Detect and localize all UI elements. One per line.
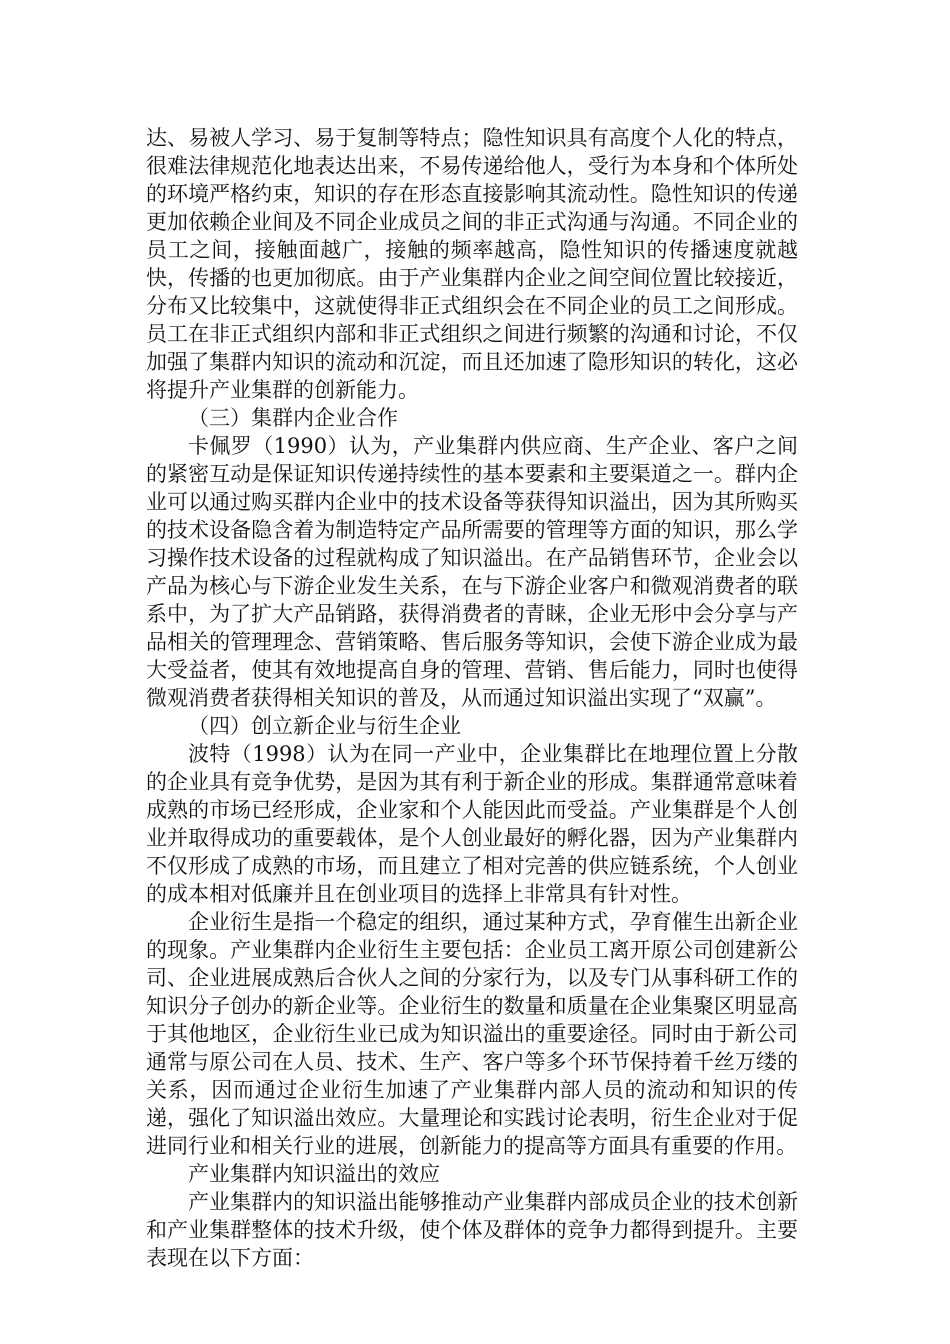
paragraph-porter: 波特（1998）认为在同一产业中，企业集群比在地理位置上分散的企业具有竞争优势，是因为其有利于新企业的形成。集群通常意味着成熟的市场已经形成，企业家和个人能因此而受益。产业集群是个人创业并取得成功的重要载体，是个人创业最好的孵化器，因为产业集群内不仅形成了成熟的市场，而且建立了相对完善的供应链系统，个人创业的成本相对低廉并且在创业项目的选择上非常具有针对性。 [146,742,798,906]
paragraph-effects: 产业集群内的知识溢出能够推动产业集群内部成员企业的技术创新和产业集群整体的技术升级，使个体及群体的竞争力都得到提升。主要表现在以下方面： [146,1190,798,1270]
section-heading-new-enterprises: （四）创立新企业与衍生企业 [188,714,461,738]
section-heading-cooperation: （三）集群内企业合作 [188,406,398,430]
section-heading-effects: 产业集群内知识溢出的效应 [188,1162,440,1186]
paragraph-cooperation: 卡佩罗（1990）认为，产业集群内供应商、生产企业、客户之间的紧密互动是保证知识传递持续性的基本要素和主要渠道之一。群内企业可以通过购买群内企业中的技术设备等获得知识溢出，因为其所购买的技术设备隐含着为制造特定产品所需要的管理等方面的知识，那么学习操作技术设备的过程就构成了知识溢出。在产品销售环节，企业会以产品为核心与下游企业发生关系，在与下游企业客户和微观消费者的联系中，为了扩大产品销路，获得消费者的青睐，企业无形中会分享与产品相关的管理理念、营销策略、售后服务等知识，会使下游企业成为最大受益者，使其有效地提高自身的管理、营销、售后能力，同时也使得微观消费者获得相关知识的普及，从而通过知识溢出实现了“双赢”。 [146,434,798,710]
document-page [146,124,798,1272]
paragraph-spinoff: 企业衍生是指一个稳定的组织，通过某种方式，孕育催生出新企业的现象。产业集群内企业衍生主要包括：企业员工离开原公司创建新公司、企业进展成熟后合伙人之间的分家行为，以及专门从事科研工作的知识分子创办的新企业等。企业衍生的数量和质量在企业集聚区明显高于其他地区，企业衍生业已成为知识溢出的重要途径。同时由于新公司通常与原公司在人员、技术、生产、客户等多个环节保持着千丝万缕的关系，因而通过企业衍生加速了产业集群内部人员的流动和知识的传递，强化了知识溢出效应。大量理论和实践讨论表明，衍生企业对于促进同行业和相关行业的进展，创新能力的提高等方面具有重要的作用。 [146,910,798,1158]
paragraph-tacit-knowledge: 达、易被人学习、易于复制等特点；隐性知识具有高度个人化的特点，很难法律规范化地表达出来，不易传递给他人，受行为本身和个体所处的环境严格约束，知识的存在形态直接影响其流动性。隐性知识的传递更加依赖企业间及不同企业成员之间的非正式沟通与沟通。不同企业的员工之间，接触面越广，接触的频率越高，隐性知识的传播速度就越快，传播的也更加彻底。由于产业集群内企业之间空间位置比较接近，分布又比较集中，这就使得非正式组织会在不同企业的员工之间形成。员工在非正式组织内部和非正式组织之间进行频繁的沟通和讨论，不仅加强了集群内知识的流动和沉淀，而且还加速了隐形知识的转化，这必将提升产业集群的创新能力。 [146,126,798,402]
